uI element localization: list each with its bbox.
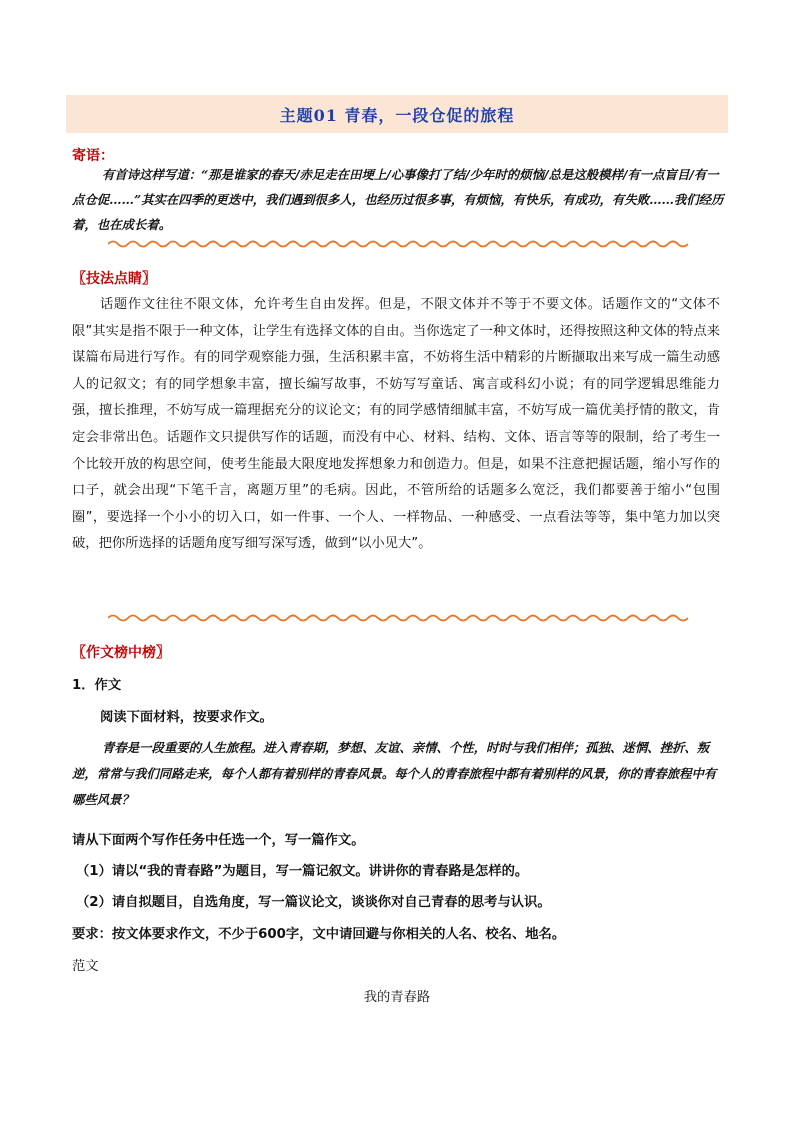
jifa-label: 〖技法点睛〗 <box>72 271 156 287</box>
zuowen-label: 〖作文榜中榜〗 <box>72 645 170 661</box>
jifa-text: 话题作文往往不限文体，允许考生自由发挥。但是，不限文体并不等于不要文体。话题作文的“文体不限”其实是指不限于一种文体，让学生有选择文体的自由。当你选定了一种文体时，还得按照这种文体的特点来谋篇布局进行写作。有的同学观察能力强，生活积累丰富，不妨将生活中精彩的片断撷取出来写成一篇生动感人的记叙文；有的同学想象丰富，擅长编写故事，不妨写写童话、寓言或科幻小说；有的同学逻辑思维能力强，擅长推理，不妨写成一篇理据充分的议论文；有的同学感情细腻丰富，不妨写成一篇优美抒情的散文，肯定会非常出色。话题作文只提供写作的话题，而没有中心、材料、结构、文体、语言等等的限制，给了考生一个比较开放的构思空间，使考生能最大限度地发挥想象力和创造力。但是，如果不注意把握话题，缩小写作的口子，就会出现“下笔千言，离题万里”的毛病。因此，不管所给的话题多么宽泛，我们都要善于缩小“包围圈”，要选择一个小小的切入口，如一件事、一个人、一样物品、一种感受、一点看法等等，集中笔力加以突破，把你所选择的话题角度写细写深写透，做到“以小见大”。 <box>72 297 720 552</box>
fanwen-label: 范文 <box>72 959 99 974</box>
requirement: 要求：按文体要求作文，不少于600字，文中请回避与你相关的人名、校名、地名。 <box>72 927 566 942</box>
jiyu-text: 有首诗这样写道：“那是谁家的春天/赤足走在田埂上/心事像打了结/少年时的烦恼/总是这般模样/有一点盲目/有一点仓促……”其实在四季的更迭中，我们遇到很多人，也经历过很多事，有烦恼，有快乐，有成功，有失败……我们经历着，也在成长着。 <box>72 167 724 232</box>
item-title: 1．作文 <box>72 678 122 693</box>
essay-title: 我的青春路 <box>363 990 431 1005</box>
page-title: 主题01 青春，一段仓促的旅程 <box>279 105 515 125</box>
task-2: （2）请自拟题目，自选角度，写一篇议论文，谈谈你对自己青春的思考与认识。 <box>76 895 551 910</box>
instruction: 阅读下面材料，按要求作文。 <box>100 710 273 725</box>
wave-divider-1 <box>108 239 688 249</box>
task-1: （1）请以“我的青春路”为题目，写一篇记叙文。讲讲你的青春路是怎样的。 <box>76 864 529 879</box>
title-banner <box>66 95 728 133</box>
wave-divider-2 <box>108 613 688 623</box>
material-text: 青春是一段重要的人生旅程。进入青春期，梦想、友谊、亲情、个性，时时与我们相伴；孤独、迷惘、挫折、叛逆，常常与我们同路走来，每个人都有着别样的青春风景。每个人的青春旅程中都有着别样的风景，你的青春旅程中有哪些风景？ <box>72 740 717 807</box>
task-intro: 请从下面两个写作任务中任选一个，写一篇作文。 <box>72 833 365 848</box>
jiyu-label: 寄语： <box>72 148 114 164</box>
